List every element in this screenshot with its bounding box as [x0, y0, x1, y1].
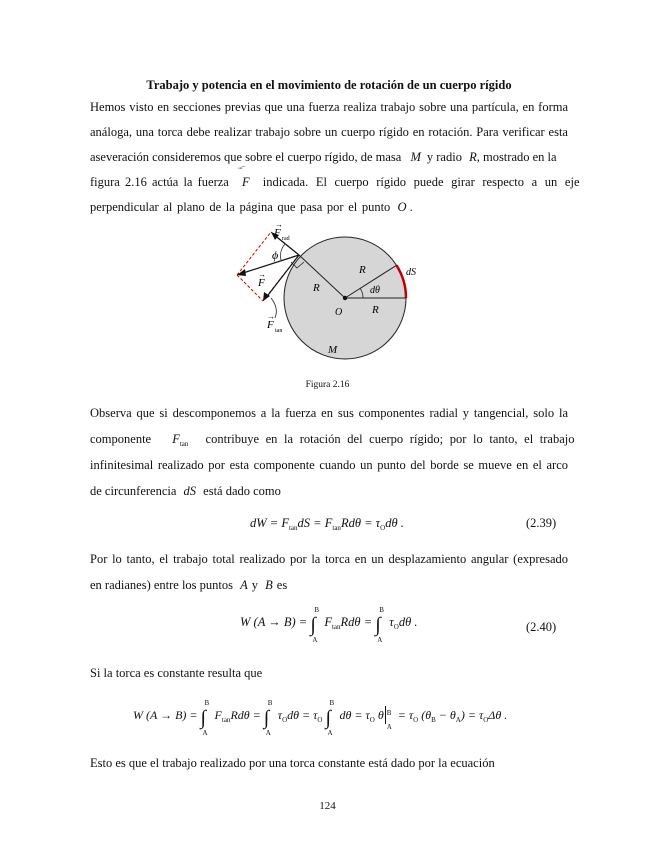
eq3-eval-sup: B [386, 709, 392, 717]
p1-line-5 [90, 200, 568, 215]
eq3-t9: − θ [438, 708, 456, 722]
paragraph-1 [90, 100, 568, 115]
eq3-t8: (θ [421, 708, 432, 722]
pivot-symbol: O [397, 200, 407, 214]
p2-l2-text: componente [90, 432, 152, 446]
eval-bar [385, 706, 386, 724]
eq3-t9-sub: A [455, 716, 461, 724]
eq240-integral-1 [310, 606, 324, 644]
eq240-integral-2 [375, 606, 389, 644]
label-f-tan-arrow-icon: → [267, 312, 275, 321]
p1-line-2-wrap [90, 125, 568, 140]
eq3-integral-3 [325, 699, 339, 737]
point-b-symbol: B [265, 578, 273, 592]
p1-l4-text: figura 2.16 actúa la fuerza [90, 175, 229, 189]
eq3-t5: dθ = τ [339, 708, 370, 722]
label-radius-left: R [313, 282, 320, 294]
p3-l2-y: y [251, 578, 259, 592]
page-number: 124 [319, 800, 336, 812]
p4-line-1: Si la torca es constante resulta que [90, 666, 263, 680]
eq239-part-d: dθ . [385, 516, 404, 530]
p1-l5-text: perpendicular al plano de la página que pasa por el punto [90, 200, 391, 214]
force-symbol [241, 166, 250, 189]
ds-symbol: dS [183, 484, 197, 498]
label-rad-sub: rad [282, 236, 290, 242]
label-radius-bottom: R [372, 304, 379, 316]
label-ds: dS [406, 267, 416, 278]
eq240-tau: τ [389, 615, 394, 629]
eq239-part-a: dW = F [250, 516, 289, 530]
p2-line-2 [90, 432, 575, 448]
label-tan-sub: tan [275, 328, 283, 334]
p2-l2-text-b: contribuye en la rotación del cuerpo rígido; por lo tanto, el trabajo [205, 432, 575, 446]
eq3-ub-2: B [267, 699, 273, 707]
equation-2-40 [240, 606, 418, 654]
eq3-ub-1: B [204, 699, 210, 707]
vector-arrow-icon: ⃗‾ [241, 166, 245, 176]
eq3-ub-3: B [329, 699, 335, 707]
eq3-int-sign-1: ∫ [200, 707, 207, 729]
eq3-lb-1: A [202, 729, 208, 737]
eq3-t5-sub: O [369, 716, 375, 724]
dashed-line-1 [237, 232, 271, 275]
eq3-t4: dθ = τ [287, 708, 318, 722]
label-phi: ϕ [272, 248, 279, 262]
p1-l3-text: aseveración consideremos que sobre el cuerpo rígido, de masa [90, 150, 402, 164]
upper-bound-2: B [379, 606, 384, 614]
eq240-end: dθ . [398, 615, 418, 629]
p2-l4-text-b: está dado como [203, 484, 281, 498]
p1-line-2: análoga, una torca debe realizar trabajo sobre un cuerpo rígido en rotación. Para verificar esta [90, 125, 568, 139]
p2-line-1-wrap [90, 406, 568, 421]
p1-line-3 [90, 150, 568, 165]
equation-number-2-39: (2.39) [526, 516, 557, 530]
figure-rigid-body-diagram [225, 222, 425, 372]
p1-line-1: Hemos visto en secciones previas que una fuerza realiza trabajo sobre una partícula, en forma [90, 100, 568, 114]
equation-2-39 [250, 516, 404, 532]
p2-line-3: infinitesimal realizado por esta componente cuando un punto del borde se mueve en el arco [90, 458, 568, 472]
eq239-part-b: dS = F [297, 516, 333, 530]
eq3-lb-2: A [265, 729, 271, 737]
p3-l2-text: en radianes) entre los puntos [90, 578, 234, 592]
eq240-lhs: W (A → B) = [240, 615, 308, 629]
p2-l4-text: de circunferencia [90, 484, 177, 498]
eq239-sub-2: tan [332, 524, 341, 532]
eq3-t3-sub: O [282, 716, 288, 724]
integral-sign: ∫ [310, 614, 316, 636]
equation-constant-torque [133, 699, 508, 746]
ftan-symbol: F [172, 432, 180, 446]
eq3-lb-3: A [327, 729, 333, 737]
eq240-tau-sub: O [393, 623, 399, 631]
eq240-f: F [324, 615, 332, 629]
eq3-t1-sub: tan [221, 716, 231, 724]
radius-symbol: R [469, 150, 477, 164]
label-f: F [258, 277, 265, 289]
eq239-part-c: Rdθ = τ [340, 516, 381, 530]
eq239-sub-1: tan [288, 524, 298, 532]
p3-line-2 [90, 578, 568, 593]
force-letter: F [241, 175, 250, 189]
equation-number-2-40: (2.40) [526, 620, 557, 634]
ftan-subscript: tan [179, 440, 189, 448]
angle-phi-arc [281, 244, 285, 260]
eq3-t3: τ [277, 708, 283, 722]
label-radius-top: R [359, 264, 366, 276]
eq3-t7-sub: O [413, 716, 419, 724]
label-f-tan: F [267, 319, 274, 331]
p3-line-1-wrap [90, 552, 568, 567]
eq3-integral-1 [200, 699, 215, 737]
label-mass: M [328, 344, 338, 356]
p1-l5-period: . [409, 200, 413, 214]
eq240-f-sub: tan [331, 623, 341, 631]
p1-l3-text-b: y radio [426, 150, 462, 164]
figure-caption: Figura 2.16 [305, 380, 350, 390]
eq3-t6: θ [377, 708, 384, 722]
eq3-t7: = τ [397, 708, 414, 722]
section-heading: Trabajo y potencia en el movimiento de rotación de un cuerpo rígido [146, 78, 512, 92]
upper-bound: B [314, 606, 320, 614]
eq3-int-sign-3: ∫ [325, 707, 331, 729]
eq3-t8-sub: B [431, 716, 436, 724]
p3-line-1: Por lo tanto, el trabajo total realizado por la torca en un desplazamiento angular (expresado [90, 552, 568, 566]
eq3-integral-2 [263, 699, 278, 737]
p3-l2-es: es [276, 578, 288, 592]
point-a-symbol: A [240, 578, 248, 592]
label-f-rad: F [274, 227, 281, 239]
eq3-t2: Rdθ = [230, 708, 261, 722]
p1-l4-text-b: indicada. El cuerpo rígido puede girar respecto a un eje [262, 175, 580, 189]
label-f-arrow-icon: → [258, 270, 266, 279]
integral-sign-2: ∫ [375, 614, 381, 636]
eq3-int-sign-2: ∫ [263, 707, 270, 729]
mass-symbol: M [410, 150, 421, 164]
p1-l3-text-c: , mostrado en la [476, 150, 557, 164]
eq3-eval-sub: A [386, 723, 392, 731]
label-f-rad-arrow-icon: → [275, 222, 283, 229]
label-o: O [335, 307, 343, 318]
eq3-t4-sub: O [317, 716, 323, 724]
eq3-lhs: W (A → B) = [133, 708, 198, 722]
p5-line-1: Esto es que el trabajo realizado por una torca constante está dado por la ecuación [90, 756, 495, 770]
eq3-t1: F [214, 708, 222, 722]
eq3-t10: ) = τ [460, 708, 484, 722]
eq3-t11: Δθ . [488, 708, 508, 722]
p2-line-3-wrap [90, 458, 568, 473]
eq240-rd: Rdθ = [340, 615, 373, 629]
p2-line-1: Observa que si descomponemos a la fuerza en sus componentes radial y tangencial, solo la [90, 406, 568, 420]
eq239-sub-3: O [380, 524, 386, 532]
lower-bound: A [312, 636, 318, 644]
p1-line-4 [90, 166, 580, 190]
lower-bound-2: A [377, 636, 383, 644]
label-dtheta: dθ [370, 285, 380, 296]
p2-line-4 [90, 484, 568, 499]
center-point [343, 296, 347, 300]
eq3-t10-sub: O [483, 716, 489, 724]
